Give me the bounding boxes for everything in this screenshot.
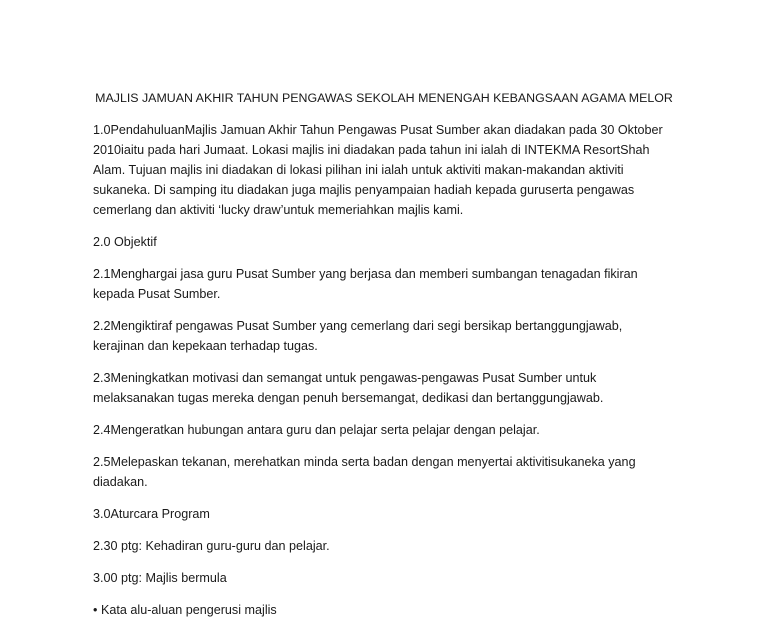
objective-2-5 (93, 452, 683, 492)
text-line: 2.0 Objektif (93, 235, 157, 249)
heading-objektif (93, 232, 683, 252)
text-line: Alam. Tujuan majlis ini diadakan di lokasi pilihan ini ialah untuk aktiviti makan-makandan aktiviti (93, 163, 624, 177)
bullet-text: Kata alu-aluan pengerusi majlis (101, 603, 277, 617)
document-body (93, 120, 683, 620)
text-line: 2.30 ptg: Kehadiran guru-guru dan pelajar. (93, 539, 330, 553)
schedule-item (93, 536, 683, 556)
schedule-item (93, 568, 683, 588)
bullet-item (93, 600, 683, 620)
text-line: 3.00 ptg: Majlis bermula (93, 571, 227, 585)
text-line: diadakan. (93, 475, 148, 489)
text-line: 2.3Meningkatkan motivasi dan semangat untuk pengawas-pengawas Pusat Sumber untuk (93, 371, 597, 385)
objective-2-3 (93, 368, 683, 408)
text-line: kerajinan dan kepekaan terhadap tugas. (93, 339, 318, 353)
text-line: 3.0Aturcara Program (93, 507, 210, 521)
objective-2-2 (93, 316, 683, 356)
paragraph-pendahuluan (93, 120, 683, 220)
text-line: 2.5Melepaskan tekanan, merehatkan minda serta badan dengan menyertai aktivitisukaneka yang (93, 455, 636, 469)
heading-aturcara (93, 504, 683, 524)
text-line: cemerlang dan aktiviti ‘lucky draw’untuk memeriahkan majlis kami. (93, 203, 464, 217)
text-line: melaksanakan tugas mereka dengan penuh bersemangat, dedikasi dan bertanggungjawab. (93, 391, 604, 405)
objective-2-1 (93, 264, 683, 304)
text-line: 1.0PendahuluanMajlis Jamuan Akhir Tahun Pengawas Pusat Sumber akan diadakan pada 30 Oktober (93, 123, 663, 137)
text-line: 2.4Mengeratkan hubungan antara guru dan pelajar serta pelajar dengan pelajar. (93, 423, 540, 437)
text-line: 2010iaitu pada hari Jumaat. Lokasi majlis ini diadakan pada tahun ini ialah di INTEKMA ResortShah (93, 143, 650, 157)
text-line: 2.1Menghargai jasa guru Pusat Sumber yang berjasa dan memberi sumbangan tenagadan fikiran (93, 267, 638, 281)
objective-2-4 (93, 420, 683, 440)
text-line: sukaneka. Di samping itu diadakan juga majlis penyampaian hadiah kepada guruserta pengawas (93, 183, 635, 197)
document-title: MAJLIS JAMUAN AKHIR TAHUN PENGAWAS SEKOLAH MENENGAH KEBANGSAAN AGAMA MELOR (95, 91, 673, 105)
bullet-icon: • (93, 603, 98, 617)
text-line: 2.2Mengiktiraf pengawas Pusat Sumber yang cemerlang dari segi bersikap bertanggungjawab, (93, 319, 623, 333)
text-line: kepada Pusat Sumber. (93, 287, 221, 301)
